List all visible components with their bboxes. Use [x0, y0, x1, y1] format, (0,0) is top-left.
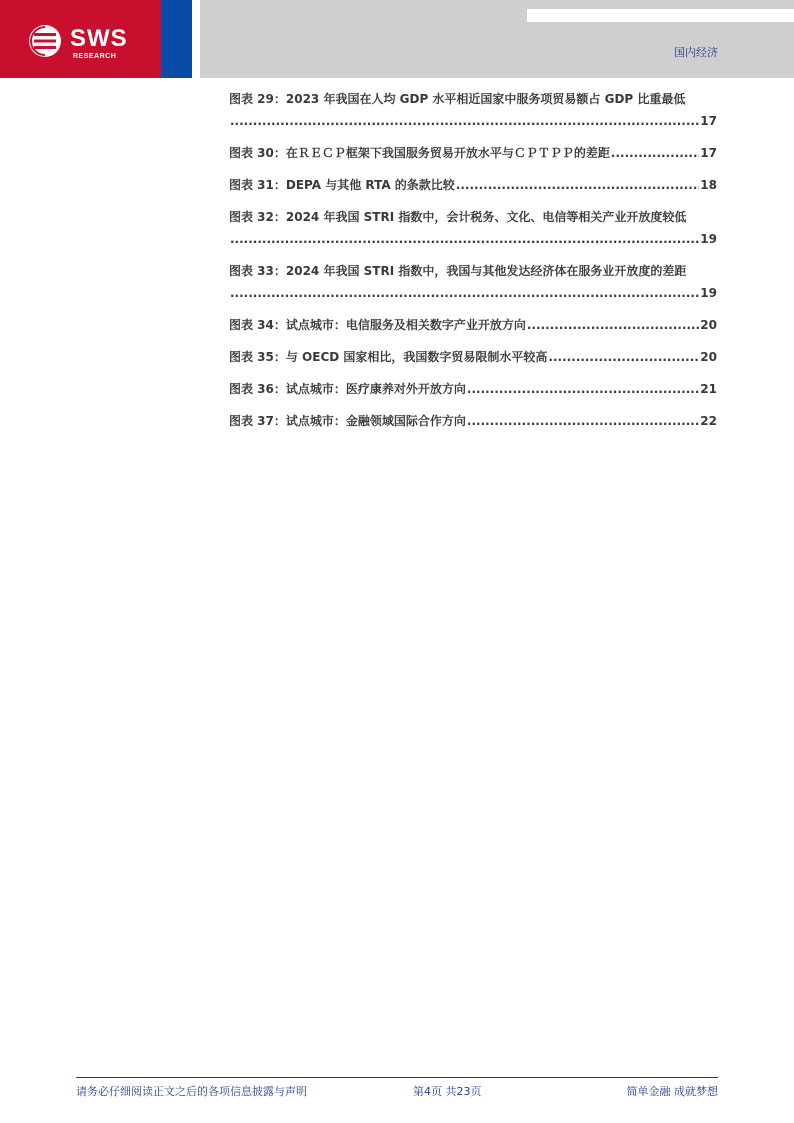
- toc-leader-dots: [467, 410, 699, 432]
- toc-entry-title: 图表 32：2024 年我国 STRI 指数中，会计税务、文化、电信等相关产业开放度较低: [229, 210, 687, 224]
- toc-entry-title: 图表 31：DEPA 与其他 RTA 的条款比较: [229, 178, 455, 192]
- header-blue-bar: [161, 0, 192, 78]
- toc-leader-dots: [456, 174, 700, 196]
- logo-subtext: RESEARCH: [73, 53, 117, 60]
- logo-text: SWS: [70, 25, 128, 52]
- toc-entry[interactable]: [229, 88, 717, 132]
- toc-leader-dots: [548, 346, 699, 368]
- toc-entry-title: 图表 34：试点城市：电信服务及相关数字产业开放方向: [229, 318, 526, 332]
- footer-disclaimer: 请务必仔细阅读正文之后的各项信息披露与声明: [76, 1085, 307, 1098]
- toc-entry-page: 20: [700, 350, 717, 364]
- toc-entry-page: 20: [700, 318, 717, 332]
- toc-entry-title: 图表 33：2024 年我国 STRI 指数中，我国与其他发达经济体在服务业开放度的差距: [229, 264, 687, 278]
- footer-slogan: 简单金融 成就梦想: [626, 1085, 718, 1098]
- toc-leader-dots: [611, 142, 699, 164]
- toc-entry-page: 22: [700, 414, 717, 428]
- toc-entry[interactable]: [229, 410, 717, 432]
- header-white-box: [527, 9, 794, 22]
- toc-entry[interactable]: [229, 142, 717, 164]
- toc-entry[interactable]: [229, 260, 717, 304]
- footer-page-info: 第4页 共23页: [413, 1085, 482, 1098]
- toc-entry-page: 19: [700, 286, 717, 300]
- toc-entry-page: 21: [700, 382, 717, 396]
- sws-logo-icon: [28, 24, 62, 58]
- toc-entry-title: 图表 30：在ＲＥＣＰ框架下我国服务贸易开放水平与ＣＰＴＰＰ的差距: [229, 146, 610, 160]
- toc-entry[interactable]: [229, 206, 717, 250]
- toc-entry-page: 17: [700, 146, 717, 160]
- toc-entry[interactable]: [229, 378, 717, 400]
- toc-entry-title: 图表 35：与 OECD 国家相比，我国数字贸易限制水平较高: [229, 350, 548, 364]
- header-section-label: 国内经济: [674, 46, 718, 59]
- toc-entry[interactable]: [229, 314, 717, 336]
- brand-logo-block: [0, 0, 161, 78]
- toc-entry-page: 19: [700, 232, 717, 246]
- toc-leader-dots: [527, 314, 699, 336]
- toc-entry-title: 图表 37：试点城市：金融领域国际合作方向: [229, 414, 466, 428]
- footer-divider: [76, 1077, 718, 1078]
- toc-leader-dots: [230, 110, 699, 132]
- toc-entry-title: 图表 29：2023 年我国在人均 GDP 水平相近国家中服务项贸易额占 GDP 比重最低: [229, 92, 686, 106]
- toc-leader-dots: [467, 378, 699, 400]
- figure-toc: [229, 88, 717, 442]
- toc-entry-page: 18: [700, 178, 717, 192]
- toc-leader-dots: [230, 282, 699, 304]
- toc-entry-page: 17: [700, 114, 717, 128]
- toc-leader-dots: [230, 228, 699, 250]
- toc-entry[interactable]: [229, 346, 717, 368]
- toc-entry-title: 图表 36：试点城市：医疗康养对外开放方向: [229, 382, 466, 396]
- toc-entry[interactable]: [229, 174, 717, 196]
